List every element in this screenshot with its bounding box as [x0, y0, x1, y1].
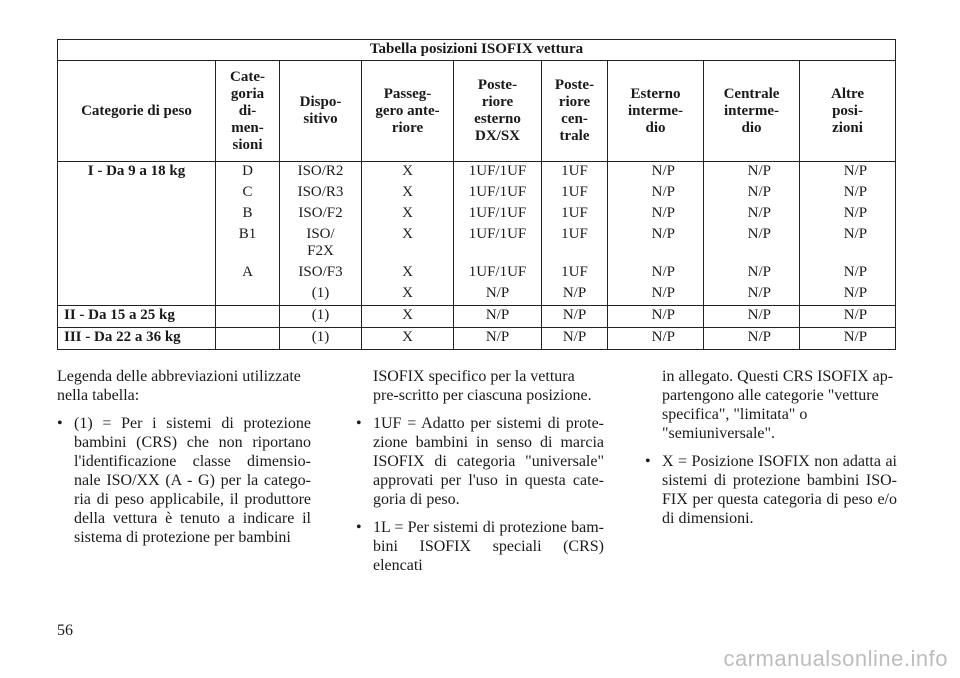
table-cell: N/P: [454, 328, 542, 350]
table-header-row: [58, 61, 896, 162]
legend-item-1-continuation: ISOFIX specifico per la vettura pre-scritto per ciascuna posizione.: [373, 368, 592, 404]
table-row: [58, 162, 896, 184]
table-cell: N/P: [800, 162, 896, 184]
table-cell: N/P: [608, 284, 704, 306]
table-cell: N/P: [800, 284, 896, 306]
table-cell: 1UF/1UF: [454, 162, 542, 184]
bullet-icon: •: [356, 415, 362, 432]
table-cell: N/P: [608, 306, 704, 328]
table-cell: N/P: [800, 183, 896, 204]
table-cell: N/P: [542, 306, 608, 328]
legend-item-3-continuation: in allegato. Questi CRS ISOFIX ap-partengono alle categorie "vetture specifica", "limitata" o "semiuniversale".: [662, 368, 894, 442]
table-cell: 1UF/1UF: [454, 263, 542, 284]
table-cell: N/P: [542, 284, 608, 306]
weight-category-cell: [58, 263, 216, 284]
table-row: [58, 306, 896, 328]
column-header: Dispo- sitivo: [280, 61, 362, 162]
table-cell: N/P: [608, 183, 704, 204]
table-cell: [216, 306, 280, 328]
table-row: [58, 263, 896, 284]
table-cell: C: [216, 183, 280, 204]
table-cell: N/P: [704, 183, 800, 204]
table-cell: X: [362, 306, 454, 328]
table-cell: 1UF: [542, 183, 608, 204]
table-cell: N/P: [454, 306, 542, 328]
table-cell: (1): [280, 328, 362, 350]
table-cell: [216, 284, 280, 306]
table-cell: N/P: [704, 328, 800, 350]
bullet-icon: •: [645, 453, 651, 470]
table-row: [58, 204, 896, 225]
table-cell: X: [362, 204, 454, 225]
table-row: [58, 284, 896, 306]
table-cell: A: [216, 263, 280, 284]
weight-category-cell: [58, 204, 216, 225]
table-cell: ISO/R2: [280, 162, 362, 184]
table-cell: N/P: [704, 263, 800, 284]
table-cell: N/P: [454, 284, 542, 306]
table-cell: 1UF/1UF: [454, 204, 542, 225]
weight-category-cell: III - Da 22 a 36 kg: [58, 328, 216, 350]
column-header: Altre posi- zioni: [800, 61, 896, 162]
column-header: Passeg- gero ante- riore: [362, 61, 454, 162]
table-cell: N/P: [800, 306, 896, 328]
table-cell: N/P: [704, 284, 800, 306]
table-cell: N/P: [608, 225, 704, 263]
table-cell: X: [362, 284, 454, 306]
table-cell: (1): [280, 284, 362, 306]
weight-category-cell: [58, 284, 216, 306]
legend-column-3: [645, 367, 897, 528]
table-cell: ISO/R3: [280, 183, 362, 204]
legend-item-3: [356, 518, 604, 575]
table-cell: 1UF: [542, 263, 608, 284]
table-cell: X: [362, 263, 454, 284]
table-cell: N/P: [608, 263, 704, 284]
table-cell: X: [362, 162, 454, 184]
table-cell: N/P: [800, 204, 896, 225]
page-number: 56: [57, 622, 73, 639]
table-cell: D: [216, 162, 280, 184]
table-row: [58, 183, 896, 204]
table-cell: N/P: [608, 328, 704, 350]
legend-column-1: [57, 367, 311, 547]
table-cell: 1UF/1UF: [454, 225, 542, 263]
legend-item-1-text: (1) = Per i sistemi di protezione bambini (CRS) che non riportano l'identificazione classe dimensio-nale ISO/XX (A - G) per la catego-ria di peso applicabile, il produttore della vettura è tenuto a indicare il sistema di protezione per bambini: [74, 415, 311, 546]
weight-category-cell: I - Da 9 a 18 kg: [58, 162, 216, 184]
legend-item-4-text: X = Posizione ISOFIX non adatta ai sistemi di protezione bambini ISO-FIX per questa categoria di peso e/o di dimensioni.: [662, 453, 897, 527]
bullet-icon: •: [356, 519, 362, 536]
table-cell: X: [362, 328, 454, 350]
table-title: Tabella posizioni ISOFIX vettura: [58, 40, 896, 61]
table-cell: N/P: [704, 225, 800, 263]
table-cell: (1): [280, 306, 362, 328]
column-header: Centrale interme- dio: [704, 61, 800, 162]
legend-intro: Legenda delle abbreviazioni utilizzate nella tabella:: [57, 368, 301, 404]
column-header: Poste- riore esterno DX/SX: [454, 61, 542, 162]
table-cell: 1UF: [542, 225, 608, 263]
bullet-icon: •: [57, 415, 63, 432]
legend-item-1: [57, 414, 311, 547]
table-cell: X: [362, 183, 454, 204]
weight-category-cell: II - Da 15 a 25 kg: [58, 306, 216, 328]
table-row: [58, 225, 896, 263]
legend-item-2-text: 1UF = Adatto per sistemi di prote-zione bambini in senso di marcia ISOFIX di categoria "universale" approvati per l'uso in questa cate-goria di peso.: [373, 415, 604, 508]
legend-item-2: [356, 414, 604, 509]
column-header: Cate- goria di- men- sioni: [216, 61, 280, 162]
table-cell: N/P: [542, 328, 608, 350]
column-header: Esterno interme- dio: [608, 61, 704, 162]
table-cell: 1UF/1UF: [454, 183, 542, 204]
table-cell: B1: [216, 225, 280, 263]
table-cell: N/P: [800, 328, 896, 350]
weight-category-cell: [58, 183, 216, 204]
table-cell: ISO/ F2X: [280, 225, 362, 263]
column-header: Categorie di peso: [58, 61, 216, 162]
table-cell: N/P: [800, 263, 896, 284]
table-cell: B: [216, 204, 280, 225]
watermark: carmanualsonline.info: [723, 646, 948, 671]
legend-column-2: [356, 367, 604, 575]
table-row: [58, 328, 896, 350]
table-cell: 1UF: [542, 162, 608, 184]
table-cell: N/P: [704, 306, 800, 328]
table-cell: N/P: [800, 225, 896, 263]
table-cell: [216, 328, 280, 350]
table-cell: N/P: [704, 204, 800, 225]
table-cell: ISO/F2: [280, 204, 362, 225]
table-cell: X: [362, 225, 454, 263]
weight-category-cell: [58, 225, 216, 263]
column-header: Poste- riore cen- trale: [542, 61, 608, 162]
isofix-table: [57, 39, 896, 350]
table-cell: ISO/F3: [280, 263, 362, 284]
table-cell: N/P: [608, 162, 704, 184]
table-cell: N/P: [608, 204, 704, 225]
legend-item-3-text: 1L = Per sistemi di protezione bam-bini ISOFIX speciali (CRS) elencati: [373, 519, 604, 574]
table-body: [58, 162, 896, 350]
table-cell: N/P: [704, 162, 800, 184]
table-cell: 1UF: [542, 204, 608, 225]
legend-item-4: [645, 452, 897, 528]
